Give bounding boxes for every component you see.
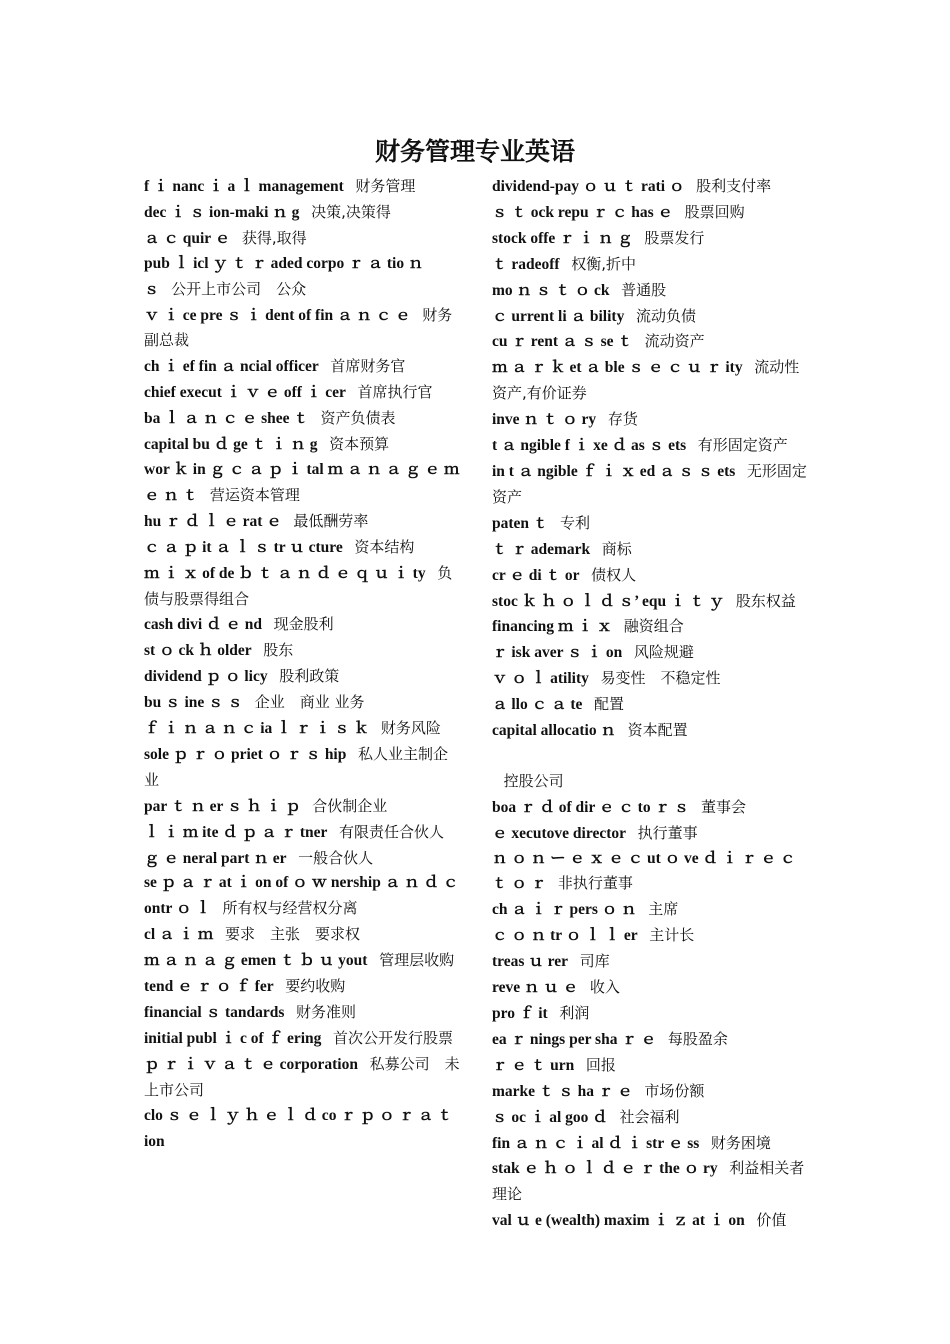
- term-chinese: 合伙制企业: [312, 796, 388, 815]
- term-english: cash divi ｄ ｅ nd: [144, 616, 263, 634]
- term-chinese: 普通股: [621, 280, 667, 299]
- glossary-entry: [492, 433, 810, 459]
- term-chinese: 利益相关者理论: [492, 1159, 805, 1204]
- glossary-entry: [144, 948, 460, 974]
- glossary-entry: [144, 846, 460, 872]
- term-chinese: 价值: [756, 1211, 787, 1230]
- glossary-entry: [492, 174, 810, 200]
- term-english: ｓ ｔ ock repu ｒ ｃ has ｅ: [492, 203, 673, 221]
- glossary-entry: [492, 1001, 810, 1027]
- term-english: ｎ ｏ ｎ ー ｅ ｘ ｅ ｃ ut ｏ ve ｄ ｉ ｒ ｅ ｃ ｔ ｏ ｒ: [492, 849, 796, 893]
- glossary-entry: [144, 252, 460, 303]
- term-chinese: 主席: [648, 900, 679, 919]
- glossary-entry: [492, 1131, 810, 1157]
- term-english: ａ llo ｃ ａ te: [492, 696, 583, 714]
- term-chinese: 首次公开发行股票: [333, 1028, 454, 1047]
- glossary-entry: [144, 200, 460, 226]
- glossary-entry: [492, 897, 810, 923]
- term-chinese: 私人业主制企业: [144, 744, 449, 789]
- glossary-entry: [144, 794, 460, 820]
- term-english: inve ｎ ｔ ｏ ry: [492, 411, 597, 429]
- glossary-entry: [492, 923, 810, 949]
- term-english: cl ａ ｉ ｍ: [144, 926, 214, 944]
- term-english: ｃ urrent li ａ bility: [492, 307, 625, 325]
- glossary-entry: [492, 459, 810, 511]
- glossary-entry: [492, 1105, 810, 1131]
- glossary-entry: [144, 174, 460, 200]
- term-english: ｓ oc ｉ al goo ｄ: [492, 1108, 608, 1126]
- term-english: val ｕ e (wealth) maxim ｉ ｚ at ｉ on: [492, 1212, 745, 1230]
- glossary-entry: [144, 664, 460, 690]
- term-chinese: 商标: [601, 539, 632, 558]
- term-english: reve ｎ ｕ ｅ: [492, 979, 579, 997]
- term-chinese: 有形固定资产: [697, 436, 788, 455]
- term-chinese: 首席财务官: [330, 357, 406, 376]
- right-column: [492, 174, 810, 1234]
- term-english: ｐ ｒ ｉ ｖ ａ ｔ ｅ corporation: [144, 1055, 358, 1073]
- term-chinese: 财务管理: [355, 177, 416, 195]
- glossary-entry: [492, 329, 810, 355]
- term-chinese: 利润: [559, 1004, 590, 1022]
- term-chinese: 股票回购: [684, 202, 745, 221]
- glossary-entry: [492, 795, 810, 821]
- left-column: [144, 174, 460, 1154]
- glossary-entry: [492, 1079, 810, 1105]
- term-chinese: 公开上市公司 公众: [171, 279, 307, 298]
- glossary-entry: [492, 640, 810, 666]
- term-chinese: 有限责任合伙人: [339, 822, 445, 841]
- term-chinese: 非执行董事: [557, 874, 633, 893]
- term-english: bu ｓ ine ｓ ｓ: [144, 694, 244, 712]
- term-chinese: 市场份额: [644, 1081, 705, 1100]
- term-chinese: 财务风险: [380, 719, 441, 738]
- glossary-entry: [144, 535, 460, 561]
- term-english: wor ｋ in ｇ ｃ ａ ｐ ｉ tal ｍ ａ ｎ ａ ｇ ｅ ｍ ｅ ｎ ｔ: [144, 460, 460, 504]
- glossary-entry: [144, 509, 460, 535]
- glossary-entry: [492, 769, 810, 795]
- term-chinese: 司库: [579, 952, 610, 971]
- term-english: stoc ｋ ｈ ｏ ｌ ｄ ｓ’ equ ｉ ｔ ｙ: [492, 592, 725, 610]
- term-english: tend ｅ ｒ ｏ ｆ fer: [144, 978, 274, 996]
- term-chinese: 流动负债: [635, 306, 696, 325]
- term-english: ａ ｃ quir ｅ: [144, 229, 231, 247]
- term-english: ｇ ｅ neral part ｎ er: [144, 849, 287, 867]
- term-chinese: 主计长: [649, 926, 695, 945]
- term-chinese: 获得,取得: [241, 228, 307, 247]
- term-english: initial publ ｉ c of ｆ ering: [144, 1029, 322, 1047]
- glossary-entry: [492, 692, 810, 718]
- term-english: ｒ isk aver ｓ ｉ on: [492, 644, 623, 662]
- glossary-entry: [492, 304, 810, 330]
- document-title: 财务管理专业英语: [374, 137, 575, 166]
- term-chinese: 资本结构: [354, 537, 415, 556]
- term-chinese: 每股盈余: [667, 1029, 728, 1048]
- glossary-entry: [492, 278, 810, 304]
- term-english: capital bu ｄ ge ｔ ｉ ｎ g: [144, 436, 318, 454]
- term-english: financial ｓ tandards: [144, 1004, 285, 1021]
- term-chinese: 专利: [560, 513, 591, 532]
- glossary-entry: [492, 847, 810, 898]
- term-english: se ｐ ａ ｒ at ｉ on of ｏ ｗ nership ａ ｎ ｄ ｃ ontr ｏ ｌ: [144, 874, 459, 918]
- term-chinese: 流动性资产,有价证券: [492, 358, 800, 403]
- glossary-entry: [492, 511, 810, 537]
- term-chinese: 风险规避: [633, 643, 694, 662]
- term-english: capital allocatio ｎ: [492, 722, 616, 740]
- term-chinese: 无形固定资产: [492, 461, 807, 506]
- term-chinese: 营运资本管理: [209, 485, 300, 504]
- glossary-entry: [492, 975, 810, 1001]
- glossary-entry: [492, 821, 810, 847]
- term-english: ｒ ｅ ｔ urn: [492, 1056, 575, 1074]
- glossary-entry: [144, 1052, 460, 1104]
- term-chinese: 现金股利: [273, 615, 334, 634]
- term-english: ｖ ｏ ｌ atility: [492, 670, 589, 688]
- term-english: cu ｒ rent ａ ｓ se ｔ: [492, 333, 633, 351]
- term-chinese: 资产负债表: [320, 409, 396, 428]
- term-chinese: 收入: [589, 978, 620, 997]
- term-chinese: 融资组合: [623, 617, 684, 636]
- term-chinese: 流动资产: [644, 332, 705, 351]
- glossary-entry: [144, 871, 460, 922]
- term-english: ｃ ａ ｐ it ａ ｌ ｓ tr ｕ cture: [144, 538, 343, 556]
- glossary-entry: [144, 742, 460, 794]
- term-english: ch ａ ｉ ｒ pers ｏ ｎ: [492, 901, 637, 919]
- term-english: ｔ radeoff: [492, 255, 560, 273]
- glossary-entry: [492, 563, 810, 589]
- term-english: sole ｐ ｒ ｏ priet ｏ ｒ ｓ hip: [144, 745, 347, 763]
- term-chinese: 董事会: [700, 797, 746, 816]
- glossary-entry: [144, 820, 460, 846]
- term-english: dec ｉ ｓ ion-maki ｎ g: [144, 203, 300, 221]
- term-chinese: 财务副总裁: [144, 305, 453, 350]
- term-english: fin ａ ｎ ｃ ｉ al ｄ ｉ str ｅ ss: [492, 1134, 700, 1152]
- term-chinese: 执行董事: [637, 823, 698, 842]
- term-chinese: 股东权益: [735, 591, 796, 610]
- term-english: ch ｉ ef fin ａ ncial officer: [144, 358, 319, 376]
- term-english: ba ｌ ａ ｎ ｃ ｅ shee ｔ: [144, 410, 309, 428]
- term-chinese: 易变性 不稳定性: [600, 669, 721, 688]
- glossary-entry: [144, 561, 460, 613]
- glossary-entry: [492, 1027, 810, 1053]
- term-english: ｅ xecutove director: [492, 824, 626, 842]
- glossary-entry: [144, 638, 460, 664]
- term-english: chief execut ｉ ｖ ｅ off ｉ cer: [144, 384, 346, 402]
- glossary-entry: [144, 303, 460, 355]
- glossary-entry: [492, 355, 810, 407]
- term-chinese: 存货: [607, 410, 638, 429]
- term-english: ｍ ａ ｎ ａ ｇ emen ｔ ｂ ｕ yout: [144, 952, 368, 970]
- glossary-entry: [144, 974, 460, 1000]
- term-chinese: 股利支付率: [696, 177, 772, 195]
- glossary-entry: [492, 614, 810, 640]
- term-chinese: 最低酬劳率: [293, 511, 369, 530]
- term-chinese: 财务困境: [710, 1133, 771, 1152]
- term-english: stak ｅ ｈ ｏ ｌ ｄ ｅ ｒ the ｏ ry: [492, 1160, 718, 1178]
- glossary-entry: [144, 1000, 460, 1026]
- term-english: boa ｒ ｄ of dir ｅ ｃ to ｒ ｓ: [492, 798, 690, 816]
- glossary-entry: [492, 1208, 810, 1234]
- term-english: marke ｔ ｓ ha ｒ ｅ: [492, 1082, 633, 1100]
- term-english: ｔ ｒ ademark: [492, 540, 591, 558]
- term-chinese: 要求 主张 要求权: [224, 925, 360, 944]
- glossary-entry: [144, 354, 460, 380]
- term-english: in t ａ ngible ｆ ｉ ｘ ed ａ ｓ ｓ ets: [492, 462, 736, 480]
- term-chinese: 股票发行: [644, 228, 705, 247]
- term-english: dividend-pay ｏ ｕ ｔ rati ｏ: [492, 178, 685, 195]
- glossary-entry: [492, 537, 810, 563]
- term-chinese: 要约收购: [285, 977, 346, 996]
- term-chinese: 债权人: [591, 565, 637, 584]
- glossary-entry: [492, 589, 810, 615]
- glossary-entry: [144, 1026, 460, 1052]
- term-chinese: 财务准则: [296, 1003, 357, 1021]
- term-english: stock offe ｒ ｉ ｎ ｇ: [492, 229, 633, 247]
- glossary-entry: [492, 200, 810, 226]
- term-english: st ｏ ck ｈ older: [144, 642, 252, 660]
- glossary-entry: [144, 716, 460, 742]
- term-english: ｆ ｉ ｎ ａ ｎ ｃ ia ｌ ｒ ｉ ｓ ｋ: [144, 720, 370, 738]
- term-english: f ｉ nanc ｉ a ｌ management: [144, 178, 344, 195]
- term-english: treas ｕ rer: [492, 953, 569, 971]
- term-english: ｍ ａ ｒ ｋ et ａ ble ｓ ｅ ｃ ｕ ｒ ity: [492, 359, 743, 377]
- term-chinese: 企业 商业 业务: [254, 693, 365, 712]
- term-english: ea ｒ nings per sha ｒ ｅ: [492, 1030, 657, 1048]
- glossary-entry: [144, 458, 460, 509]
- term-english: hu ｒ ｄ ｌ ｅ rat ｅ: [144, 512, 282, 530]
- term-english: dividend ｐ ｏ licy: [144, 668, 268, 686]
- glossary-entry: [492, 1053, 810, 1079]
- term-english: cr ｅ di ｔ or: [492, 566, 580, 584]
- term-chinese: 股利政策: [279, 667, 340, 686]
- term-english: paten ｔ: [492, 514, 549, 532]
- glossary-entry: [492, 718, 810, 744]
- term-english: ｃ ｏ ｎ tr ｏ ｌ ｌ er: [492, 927, 638, 945]
- term-english: pub ｌ icl ｙ ｔ ｒ aded corpo ｒ ａ tio ｎ ｓ: [144, 254, 424, 298]
- term-chinese: 资本预算: [329, 435, 390, 454]
- term-chinese: 配置: [594, 695, 625, 714]
- glossary-entry: [492, 407, 810, 433]
- glossary-entry: [144, 380, 460, 406]
- glossary-entry: [492, 226, 810, 252]
- term-english: ｌ ｉ ｍ ite ｄ ｐ ａ ｒ tner: [144, 823, 328, 841]
- term-chinese: 社会福利: [619, 1107, 680, 1126]
- term-chinese: 负债与股票得组合: [144, 563, 453, 608]
- term-english: pro ｆ it: [492, 1005, 548, 1022]
- term-chinese: 管理层收购: [379, 951, 455, 970]
- term-english: clo ｓ ｅ ｌ ｙ ｈ ｅ ｌ ｄ co ｒ ｐ ｏ ｒ ａ ｔ ion: [144, 1106, 453, 1150]
- glossary-entry: [492, 744, 810, 769]
- term-english: mo ｎ ｓ ｔ ｏ ck: [492, 281, 610, 299]
- glossary-entry: [492, 949, 810, 975]
- glossary-entry: [492, 252, 810, 278]
- term-chinese: 决策,决策得: [311, 202, 391, 221]
- term-chinese: 控股公司: [503, 771, 564, 790]
- term-chinese: 权衡,折中: [571, 254, 636, 273]
- term-chinese: 资本配置: [627, 721, 688, 740]
- glossary-entry: [144, 1104, 460, 1155]
- glossary-entry: [492, 1156, 810, 1208]
- term-english: financing ｍ ｉ ｘ: [492, 618, 613, 636]
- glossary-entry: [144, 690, 460, 716]
- term-chinese: 私募公司 未上市公司: [144, 1054, 460, 1099]
- glossary-entry: [144, 612, 460, 638]
- term-english: t ａ ngible f ｉ xe ｄ as ｓ ets: [492, 437, 687, 455]
- term-english: ｖ ｉ ce pre ｓ ｉ dent of fin ａ ｎ ｃ ｅ: [144, 306, 411, 324]
- glossary-entry: [144, 922, 460, 948]
- glossary-entry: [144, 226, 460, 252]
- glossary-entry: [492, 666, 810, 692]
- term-chinese: 股东: [263, 641, 294, 660]
- glossary-entry: [144, 432, 460, 458]
- term-english: ｍ ｉ ｘ of de ｂ ｔ ａ ｎ ｄ ｅ ｑ ｕ ｉ ty: [144, 564, 426, 582]
- term-chinese: 所有权与经营权分离: [222, 899, 358, 918]
- glossary-entry: [144, 406, 460, 432]
- term-chinese: 首席执行官: [357, 383, 433, 402]
- term-chinese: 回报: [585, 1055, 616, 1074]
- term-english: par ｔ ｎ er ｓ ｈ ｉ ｐ: [144, 797, 301, 815]
- term-chinese: 一般合伙人: [298, 848, 374, 867]
